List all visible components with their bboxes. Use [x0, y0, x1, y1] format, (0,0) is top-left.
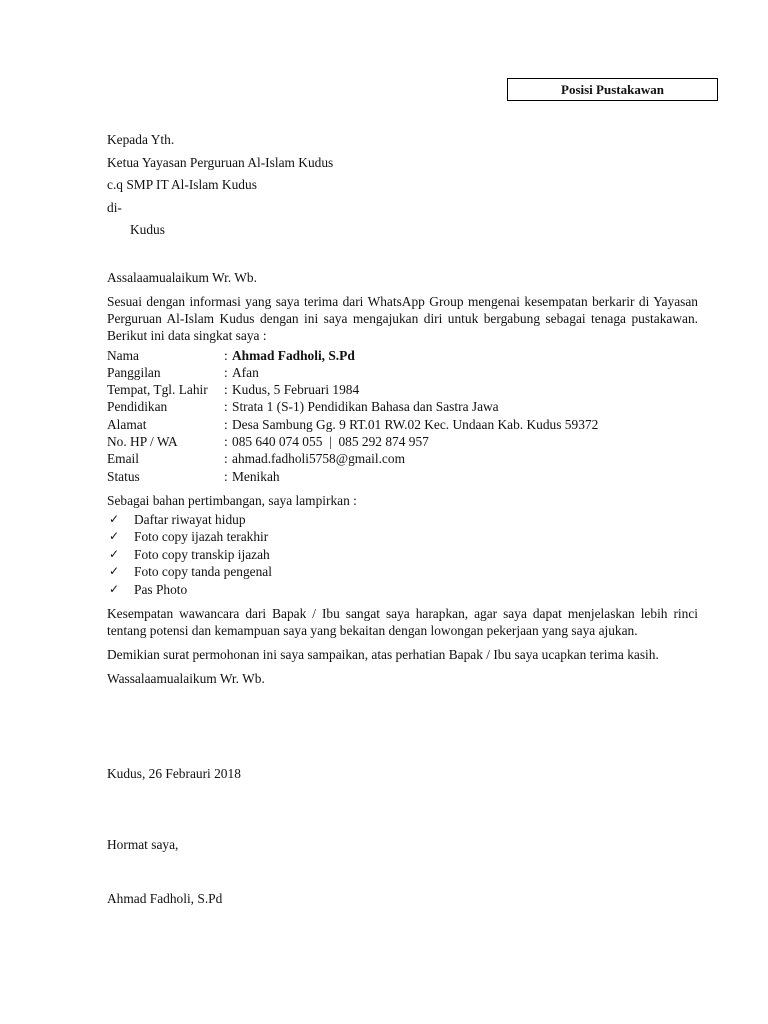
- data-row-address: [107, 416, 698, 433]
- attachment-label: Daftar riwayat hidup: [134, 511, 246, 527]
- data-label: Status: [107, 468, 140, 484]
- attachment-label: Foto copy tanda pengenal: [134, 564, 272, 580]
- data-row-email: [107, 450, 698, 467]
- signature-name: Ahmad Fadholi, S.Pd: [107, 891, 223, 906]
- data-label: No. HP / WA: [107, 433, 178, 449]
- data-value: Desa Sambung Gg. 9 RT.01 RW.02 Kec. Undaan Kab. Kudus 59372: [232, 416, 599, 432]
- position-title-box: Posisi Pustakawan: [507, 78, 718, 101]
- attachment-label: Foto copy transkip ijazah: [134, 546, 270, 562]
- data-colon: :: [224, 347, 228, 363]
- data-row-nickname: [107, 364, 698, 381]
- recipient-line-2: Ketua Yayasan Perguruan Al-Islam Kudus: [107, 154, 334, 170]
- letter-body: [107, 129, 698, 687]
- list-item: [107, 563, 698, 581]
- data-label: Pendidikan: [107, 399, 168, 415]
- greeting: Assalaamualaikum Wr. Wb.: [107, 269, 257, 285]
- interview-paragraph: Kesempatan wawancara dari Bapak / Ibu sangat saya harapkan, agar saya dapat menjelaskan lebih rinci tentang potensi dan kemampuan saya yang bekaitan dengan lowongan pekerjaan yang saya ajukan.: [107, 606, 698, 639]
- data-colon: :: [224, 399, 228, 415]
- farewell: Wassalaamualaikum Wr. Wb.: [107, 671, 265, 687]
- data-label: Panggilan: [107, 364, 161, 380]
- data-colon: :: [224, 364, 228, 380]
- data-row-status: [107, 468, 698, 485]
- recipient-line-5: Kudus: [130, 222, 165, 237]
- check-icon: ✓: [109, 564, 120, 579]
- intro-paragraph: Sesuai dengan informasi yang saya terima dari WhatsApp Group mengenai kesempatan berkarir di Yayasan Perguruan Al-Islam Kudus dengan ini saya mengajukan diri untuk bergabung sebagai tenaga pustakawan. Berikut ini data singkat saya :: [107, 293, 698, 343]
- recipient-line-4: di-: [107, 199, 122, 215]
- data-row-birth: [107, 381, 698, 398]
- recipient-block: [107, 129, 698, 242]
- data-colon: :: [224, 468, 228, 484]
- data-colon: :: [224, 433, 228, 449]
- recipient-line-3: c.q SMP IT Al-Islam Kudus: [107, 177, 257, 192]
- data-value: Strata 1 (S-1) Pendidikan Bahasa dan Sastra Jawa: [232, 399, 499, 415]
- data-colon: :: [224, 416, 228, 432]
- check-icon: ✓: [109, 511, 120, 526]
- data-label: Nama: [107, 347, 139, 363]
- check-icon: ✓: [109, 529, 120, 544]
- email-value: ahmad.fadholi5758@gmail.com: [232, 451, 405, 467]
- check-icon: ✓: [109, 581, 120, 596]
- data-value: Afan: [232, 364, 259, 380]
- data-label: Tempat, Tgl. Lahir: [107, 382, 208, 398]
- attachment-label: Pas Photo: [134, 581, 188, 597]
- attachments-intro: Sebagai bahan pertimbangan, saya lampirkan :: [107, 492, 357, 508]
- data-value: Menikah: [232, 468, 280, 484]
- applicant-name-value: Ahmad Fadholi, S.Pd: [232, 347, 355, 363]
- list-item: [107, 546, 698, 564]
- data-value: Kudus, 5 Februari 1984: [232, 382, 360, 398]
- check-icon: ✓: [109, 546, 120, 561]
- data-row-education: [107, 398, 698, 415]
- list-item: [107, 511, 698, 529]
- data-colon: :: [224, 451, 228, 467]
- attachment-list: [107, 511, 698, 599]
- place-date: Kudus, 26 Febrauri 2018: [107, 766, 241, 781]
- data-label: Alamat: [107, 416, 147, 432]
- list-item: [107, 528, 698, 546]
- applicant-data-table: [107, 347, 698, 485]
- data-row-name: [107, 347, 698, 364]
- data-label: Email: [107, 451, 139, 467]
- closing-paragraph: Demikian surat permohonan ini saya sampaikan, atas perhatian Bapak / Ibu saya ucapkan terima kasih.: [107, 647, 659, 663]
- attachment-label: Foto copy ijazah terakhir: [134, 529, 269, 545]
- data-row-phone: [107, 433, 698, 450]
- data-colon: :: [224, 382, 228, 398]
- regards: Hormat saya,: [107, 837, 179, 852]
- list-item: [107, 581, 698, 599]
- recipient-line-1: Kepada Yth.: [107, 132, 175, 147]
- data-value: 085 640 074 055 | 085 292 874 957: [232, 433, 429, 449]
